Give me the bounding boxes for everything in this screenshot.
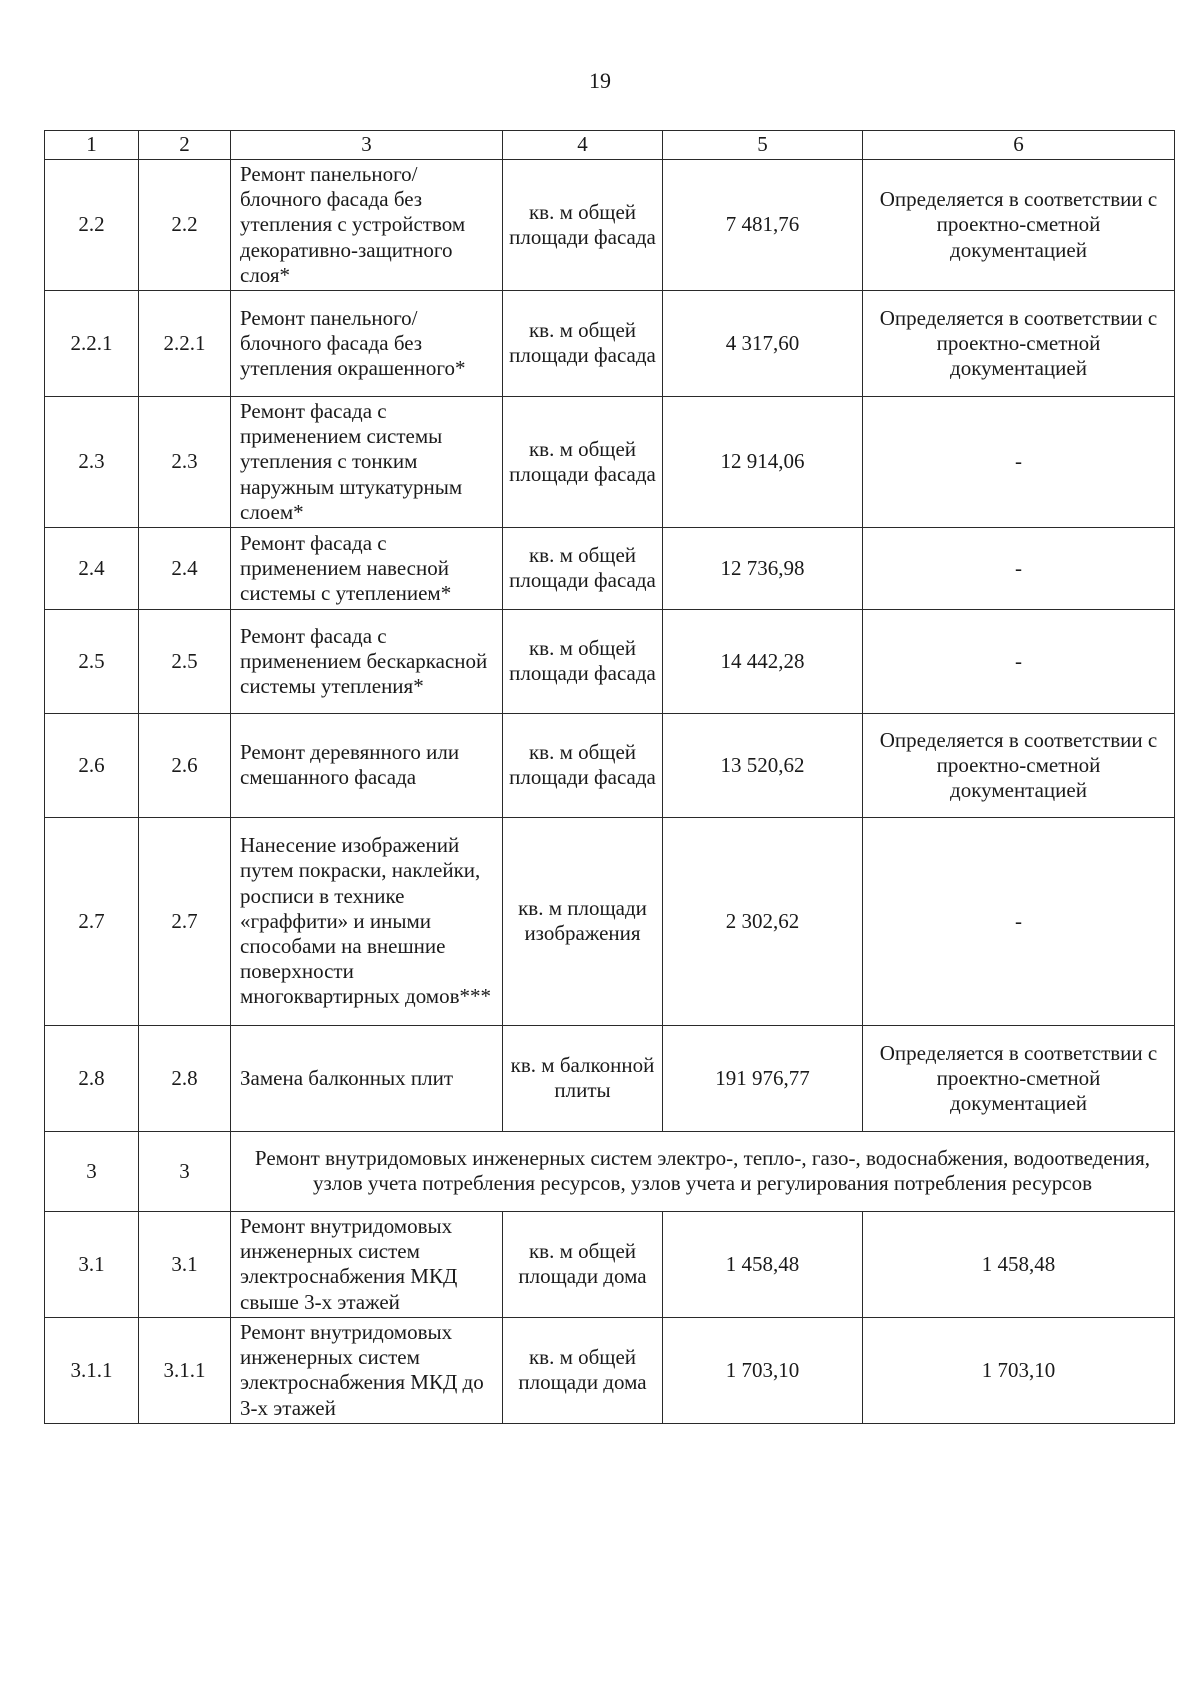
unit-of-measure: кв. м общей площади дома <box>503 1317 663 1423</box>
unit-of-measure: кв. м общей площади фасада <box>503 527 663 609</box>
work-description: Замена балконных плит <box>231 1025 503 1131</box>
row-code: 3 <box>139 1131 231 1211</box>
cost-note: 1 703,10 <box>863 1317 1175 1423</box>
table-row <box>45 1025 1175 1131</box>
cost-value: 1 703,10 <box>663 1317 863 1423</box>
section-title: Ремонт внутридомовых инженерных систем электро-, тепло-, газо-, водоснабжения, водоотведения, узлов учета потребления ресурсов, узлов учета и регулирования потребления ресурсов <box>231 1131 1175 1211</box>
row-code: 2.8 <box>139 1025 231 1131</box>
row-code: 2.2 <box>139 160 231 291</box>
work-description: Ремонт деревянного или смешанного фасада <box>231 713 503 817</box>
cost-value: 12 736,98 <box>663 527 863 609</box>
cost-note: - <box>863 396 1175 527</box>
works-table <box>44 130 1175 1424</box>
unit-of-measure: кв. м общей площади дома <box>503 1211 663 1317</box>
row-number: 3.1.1 <box>45 1317 139 1423</box>
col-header: 3 <box>231 131 503 160</box>
work-description: Ремонт внутридомовых инженерных систем электроснабжения МКД до 3-х этажей <box>231 1317 503 1423</box>
table-row <box>45 1211 1175 1317</box>
work-description: Нанесение изображений путем покраски, наклейки, росписи в технике «граффити» и иными способами на внешние поверхности многоквартирных домов*** <box>231 817 503 1025</box>
work-description: Ремонт панельного/блочного фасада без утепления с устройством декоративно-защитного слоя* <box>231 160 503 291</box>
unit-of-measure: кв. м общей площади фасада <box>503 396 663 527</box>
row-number: 2.3 <box>45 396 139 527</box>
cost-value: 1 458,48 <box>663 1211 863 1317</box>
cost-note: Определяется в соответствии с проектно-сметной документацией <box>863 713 1175 817</box>
header-row <box>45 131 1175 160</box>
row-number: 2.8 <box>45 1025 139 1131</box>
col-header: 6 <box>863 131 1175 160</box>
row-number: 2.7 <box>45 817 139 1025</box>
cost-value: 4 317,60 <box>663 290 863 396</box>
cost-note: - <box>863 817 1175 1025</box>
cost-value: 191 976,77 <box>663 1025 863 1131</box>
row-code: 2.7 <box>139 817 231 1025</box>
work-description: Ремонт фасада с применением системы утепления с тонким наружным штукатурным слоем* <box>231 396 503 527</box>
row-code: 2.3 <box>139 396 231 527</box>
row-code: 2.5 <box>139 609 231 713</box>
row-code: 2.4 <box>139 527 231 609</box>
col-header: 1 <box>45 131 139 160</box>
cost-value: 12 914,06 <box>663 396 863 527</box>
cost-note: - <box>863 527 1175 609</box>
cost-value: 14 442,28 <box>663 609 863 713</box>
col-header: 4 <box>503 131 663 160</box>
cost-value: 7 481,76 <box>663 160 863 291</box>
work-description: Ремонт внутридомовых инженерных систем электроснабжения МКД свыше 3-х этажей <box>231 1211 503 1317</box>
table-row <box>45 160 1175 291</box>
work-description: Ремонт фасада с применением бескаркасной системы утепления* <box>231 609 503 713</box>
row-number: 3 <box>45 1131 139 1211</box>
unit-of-measure: кв. м общей площади фасада <box>503 609 663 713</box>
cost-note: 1 458,48 <box>863 1211 1175 1317</box>
cost-value: 13 520,62 <box>663 713 863 817</box>
cost-note: Определяется в соответствии с проектно-сметной документацией <box>863 160 1175 291</box>
row-number: 2.5 <box>45 609 139 713</box>
table-row <box>45 609 1175 713</box>
table-row <box>45 290 1175 396</box>
row-number: 2.4 <box>45 527 139 609</box>
cost-value: 2 302,62 <box>663 817 863 1025</box>
cost-note: Определяется в соответствии с проектно-сметной документацией <box>863 1025 1175 1131</box>
table-row <box>45 527 1175 609</box>
table-row <box>45 817 1175 1025</box>
col-header: 5 <box>663 131 863 160</box>
row-number: 3.1 <box>45 1211 139 1317</box>
col-header: 2 <box>139 131 231 160</box>
unit-of-measure: кв. м общей площади фасада <box>503 290 663 396</box>
unit-of-measure: кв. м общей площади фасада <box>503 160 663 291</box>
row-number: 2.6 <box>45 713 139 817</box>
row-code: 2.2.1 <box>139 290 231 396</box>
work-description: Ремонт фасада с применением навесной системы с утеплением* <box>231 527 503 609</box>
table-row <box>45 713 1175 817</box>
section-row <box>45 1131 1175 1211</box>
unit-of-measure: кв. м площади изображения <box>503 817 663 1025</box>
row-code: 3.1 <box>139 1211 231 1317</box>
page-number: 19 <box>589 68 611 93</box>
cost-note: - <box>863 609 1175 713</box>
table-row <box>45 396 1175 527</box>
row-number: 2.2.1 <box>45 290 139 396</box>
row-code: 2.6 <box>139 713 231 817</box>
row-code: 3.1.1 <box>139 1317 231 1423</box>
table-row <box>45 1317 1175 1423</box>
work-description: Ремонт панельного/блочного фасада без утепления окрашенного* <box>231 290 503 396</box>
cost-note: Определяется в соответствии с проектно-сметной документацией <box>863 290 1175 396</box>
unit-of-measure: кв. м балконной плиты <box>503 1025 663 1131</box>
row-number: 2.2 <box>45 160 139 291</box>
unit-of-measure: кв. м общей площади фасада <box>503 713 663 817</box>
